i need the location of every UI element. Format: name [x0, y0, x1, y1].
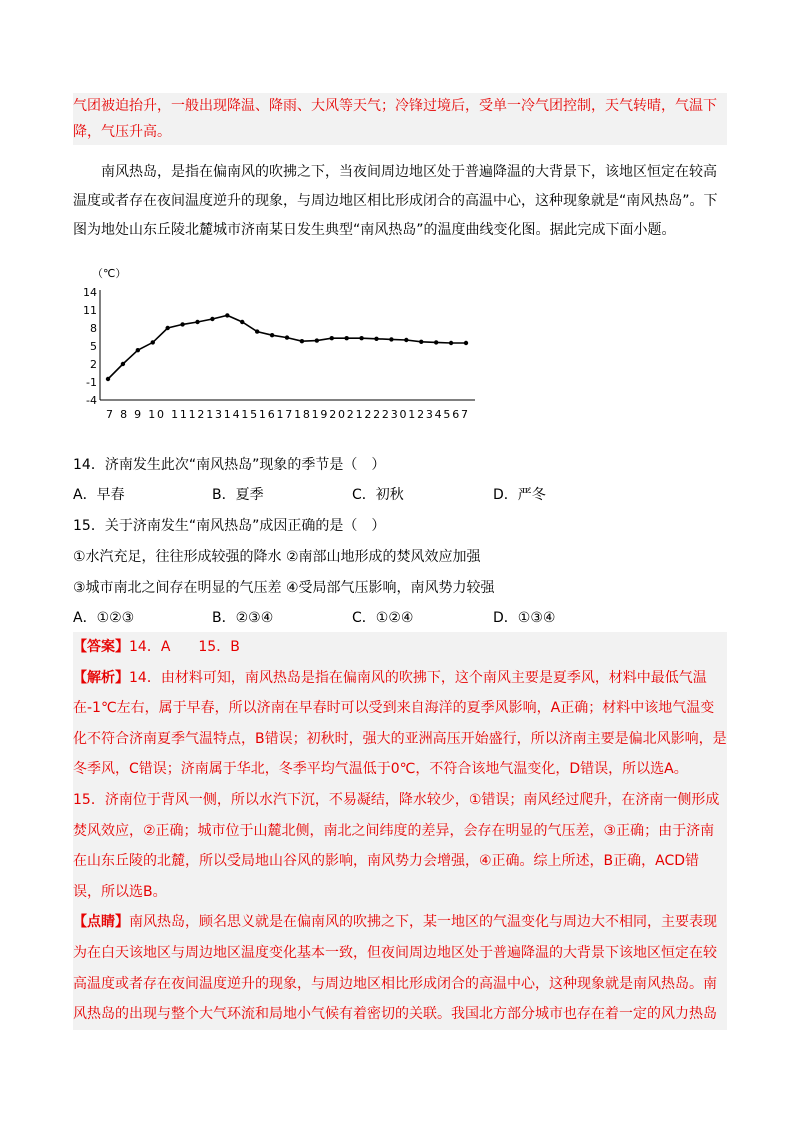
data-point — [121, 362, 125, 366]
tip-paragraph — [73, 907, 727, 1029]
answer-analysis-block — [73, 632, 727, 1030]
answer-line — [73, 632, 727, 663]
data-point — [300, 339, 304, 343]
data-point — [210, 317, 214, 321]
q15-option-a[interactable]: A．①②③ — [73, 610, 135, 626]
y-tick-label: -1 — [86, 376, 97, 389]
data-point — [449, 341, 453, 345]
y-tick-label: 14 — [83, 286, 97, 299]
q14-option-b[interactable]: B．夏季 — [212, 487, 264, 503]
data-point — [330, 336, 334, 340]
q15-option-d[interactable]: D．①③④ — [493, 610, 556, 626]
analysis-15: 15．济南位于背风一侧，所以水汽下沉，不易凝结，降水较少，①错误；南风经过爬升，在济南一侧形成焚风效应，②正确；城市位于山麓北侧，南北之间纬度的差异，会存在明显的气压差，③正确；由于济南在山东丘陵的北麓，所以受局地山谷风的影响，南风势力会增强，④正确。综上所述，B正确，ACD错误，所以选B。 — [73, 791, 720, 900]
data-point — [195, 320, 199, 324]
data-point — [359, 336, 363, 340]
q14-option-c[interactable]: C．初秋 — [352, 487, 404, 503]
data-point — [106, 377, 110, 381]
data-point — [434, 340, 438, 344]
question-15-statements-1: ①水汽充足，往往形成较强的降水 ②南部山地形成的焚风效应加强 — [73, 549, 481, 565]
temperature-line-chart — [70, 262, 490, 430]
y-axis-label: （℃） — [92, 267, 127, 280]
y-tick-label: 5 — [90, 340, 97, 353]
x-tick-labels: 7 8 9 10 1112131415161718192021222301234567 — [106, 408, 468, 421]
analysis-14 — [73, 663, 727, 785]
data-point — [255, 329, 259, 333]
temperature-series — [106, 313, 468, 381]
q15-option-b[interactable]: B．②③④ — [212, 610, 274, 626]
data-point — [464, 341, 468, 345]
data-point — [419, 340, 423, 344]
data-point — [285, 335, 289, 339]
data-point — [136, 348, 140, 352]
data-point — [225, 313, 229, 317]
q14-option-a[interactable]: A．早春 — [73, 487, 125, 503]
y-tick-label: 11 — [83, 304, 97, 317]
y-tick-label: 2 — [90, 358, 97, 371]
data-point — [389, 337, 393, 341]
y-tick-label: 8 — [90, 322, 97, 335]
y-tick-labels — [83, 286, 97, 407]
analysis-14-text: 14．由材料可知，南风热岛是指在偏南风的吹拂下，这个南风主要是夏季风，材料中最低气温在-1℃左右，属于早春，所以济南在早春时可以受到来自海洋的夏季风影响，A正确；材料中该地气温变化不符合济南夏季气温特点，B错误；初秋时，强大的亚洲高压开始盛行，所以济南主要是偏北风影响，是冬季风，C错误；济南属于华北，冬季平均气温低于0℃，不符合该地气温变化，D错误，所以选A。 — [73, 669, 727, 778]
question-14-stem: 14．济南发生此次“南风热岛”现象的季节是（ ） — [73, 457, 386, 473]
data-point — [344, 336, 348, 340]
q14-option-d[interactable]: D．严冬 — [493, 487, 546, 503]
q15-option-c[interactable]: C．①②④ — [352, 610, 414, 626]
data-point — [374, 337, 378, 341]
tip-text: 南风热岛，顾名思义就是在偏南风的吹拂之下，某一地区的气温变化与周边大不相同，主要表现为在白天该地区与周边地区温度变化基本一致，但夜间周边地区处于普遍降温的大背景下该地区恒定在较高温度或者存在夜间温度逆升的现象，与周边地区相比形成闭合的高温中心，这种现象就是南风热岛。南风热岛的出现与整个大气环流和局地小气候有着密切的关联。我国北方部分城市也存在着一定的风力热岛 — [73, 914, 717, 1023]
question-15-statements-2: ③城市南北之间存在明显的气压差 ④受局部气压影响，南风势力较强 — [73, 580, 495, 596]
y-tick-label: -4 — [86, 394, 97, 407]
data-point — [404, 338, 408, 342]
passage-paragraph: 南风热岛，是指在偏南风的吹拂之下，当夜间周边地区处于普遍降温的大背景下，该地区恒定在较高温度或者存在夜间温度逆升的现象，与周边地区相比形成闭合的高温中心，这种现象就是“南风热岛”。下图为地处山东丘陵北麓城市济南某日发生典型“南风热岛”的温度曲线变化图。据此完成下面小题。 — [73, 164, 718, 238]
answer-tag: 【答案】 — [73, 639, 129, 655]
question-15-stem: 15．关于济南发生“南风热岛”成因正确的是（ ） — [73, 518, 386, 534]
tip-tag: 【点睛】 — [73, 914, 129, 931]
answer-text: 14．A 15．B — [129, 639, 240, 655]
data-point — [180, 322, 184, 326]
data-point — [270, 333, 274, 337]
prev-analysis-continuation: 气团被迫抬升，一般出现降温、降雨、大风等天气；冷锋过境后，受单一冷气团控制，天气转晴，气温下降，气压升高。 — [73, 93, 727, 145]
data-point — [165, 326, 169, 330]
analysis-tag: 【解析】 — [73, 669, 129, 686]
data-point — [240, 320, 244, 324]
temperature-line — [108, 315, 466, 379]
data-point — [151, 340, 155, 344]
data-point — [315, 338, 319, 342]
